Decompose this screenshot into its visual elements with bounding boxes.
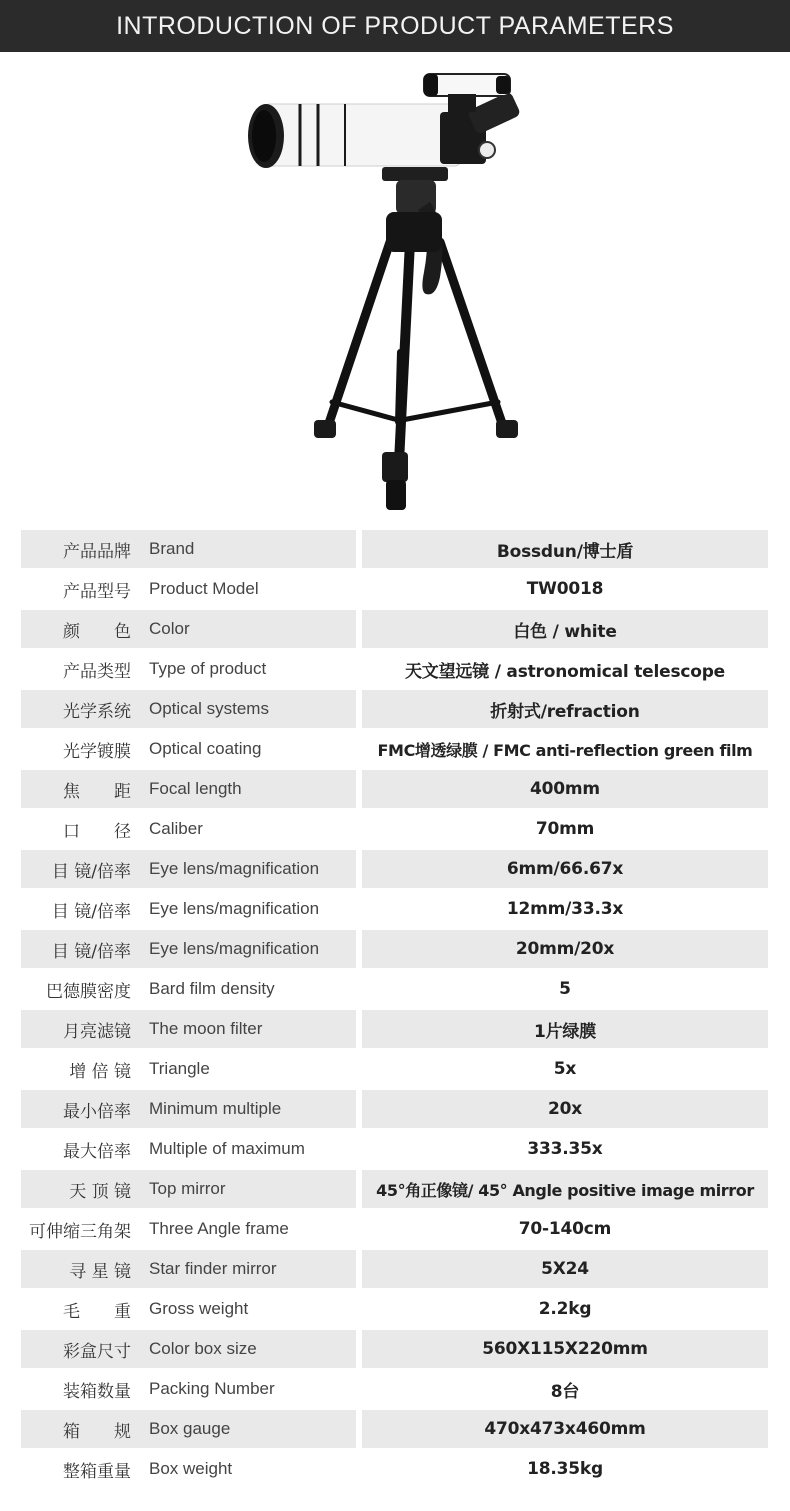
spec-label-en: Type of product <box>149 659 267 678</box>
spec-value: 5 <box>559 979 571 999</box>
telescope-image <box>0 52 790 530</box>
spec-value: 折射式/refraction <box>490 701 640 722</box>
spec-label-cn: 产品型号 <box>63 581 131 602</box>
spec-label-cn: 月亮滤镜 <box>63 1021 131 1042</box>
spec-label-cn: 巴德膜密度 <box>46 981 131 1002</box>
spec-label-cell <box>21 1210 356 1248</box>
spec-value: 70-140cm <box>518 1219 612 1239</box>
spec-value: 1片绿膜 <box>533 1021 597 1042</box>
spec-row <box>0 690 790 728</box>
spec-label-cn: 光学镀膜 <box>63 741 131 762</box>
spec-row <box>0 1330 790 1368</box>
spec-value: 18.35kg <box>527 1459 603 1479</box>
spec-value: Bossdun/博士盾 <box>496 541 634 562</box>
spec-value-cell <box>362 530 768 568</box>
spec-label-cn: 目 镜/倍率 <box>51 941 131 962</box>
spec-value: 470x473x460mm <box>484 1419 646 1439</box>
spec-row <box>0 610 790 648</box>
page-title: INTRODUCTION OF PRODUCT PARAMETERS <box>116 11 674 40</box>
spec-label-en: Color box size <box>149 1339 257 1358</box>
spec-label-en: Optical coating <box>149 739 262 758</box>
spec-label-cn: 口 径 <box>63 821 131 842</box>
spec-label-cn: 产品品牌 <box>63 541 131 562</box>
spec-value: 6mm/66.67x <box>506 859 624 879</box>
spec-label-cell <box>21 1130 356 1168</box>
spec-value-cell <box>362 610 768 648</box>
spec-value: TW0018 <box>526 579 604 599</box>
spec-label-en: Color <box>149 619 190 638</box>
spec-label-cell <box>21 530 356 568</box>
spec-value-cell <box>362 1250 768 1288</box>
spec-value-cell <box>362 1450 768 1488</box>
spec-label-cell <box>21 810 356 848</box>
spec-label-en: Eye lens/magnification <box>149 899 320 918</box>
spec-label-cn: 寻 星 镜 <box>69 1261 131 1282</box>
spec-row <box>0 650 790 688</box>
spec-value-cell <box>362 1330 768 1368</box>
spec-label-en: Gross weight <box>149 1299 249 1318</box>
spec-value: 8台 <box>550 1381 580 1402</box>
spec-value-cell <box>362 570 768 608</box>
spec-value-cell <box>362 730 768 768</box>
spec-row <box>0 810 790 848</box>
spec-row <box>0 1290 790 1328</box>
spec-label-cell <box>21 1170 356 1208</box>
spec-label-cell <box>21 1010 356 1048</box>
spec-value-cell <box>362 1170 768 1208</box>
spec-label-cn: 目 镜/倍率 <box>51 861 131 882</box>
spec-label-cn: 装箱数量 <box>63 1381 131 1402</box>
spec-label-en: Triangle <box>149 1059 210 1078</box>
spec-label-cell <box>21 850 356 888</box>
spec-label-cn: 光学系统 <box>63 701 131 722</box>
spec-value: 12mm/33.3x <box>506 899 624 919</box>
spec-row <box>0 1090 790 1128</box>
spec-label-en: Star finder mirror <box>149 1259 277 1278</box>
spec-label-en: Optical systems <box>149 699 269 718</box>
spec-label-en: The moon filter <box>149 1019 263 1038</box>
spec-label-cell <box>21 1290 356 1328</box>
spec-row <box>0 1450 790 1488</box>
spec-label-cell <box>21 890 356 928</box>
spec-value: 5X24 <box>541 1259 589 1279</box>
tripod <box>326 242 505 482</box>
spec-row <box>0 770 790 808</box>
spec-row <box>0 1250 790 1288</box>
spec-label-cell <box>21 1330 356 1368</box>
telescope-illustration <box>0 52 790 530</box>
spec-value: 45°角正像镜/ 45° Angle positive image mirror <box>376 1180 754 1200</box>
spec-label-en: Box gauge <box>149 1419 231 1438</box>
spec-value: 5x <box>553 1059 577 1079</box>
spec-label-en: Packing Number <box>149 1379 275 1398</box>
spec-value: 20x <box>547 1099 583 1119</box>
spec-label-cell <box>21 610 356 648</box>
spec-label-en: Brand <box>149 539 195 558</box>
header-banner <box>0 0 790 52</box>
spec-value-cell <box>362 1050 768 1088</box>
spec-label-en: Box weight <box>149 1459 233 1478</box>
spec-value-cell <box>362 690 768 728</box>
spec-value-cell <box>362 1370 768 1408</box>
spec-row <box>0 1370 790 1408</box>
spec-label-cn: 毛 重 <box>63 1301 131 1322</box>
spec-row <box>0 730 790 768</box>
spec-row <box>0 890 790 928</box>
spec-label-cn: 最大倍率 <box>63 1141 131 1162</box>
spec-label-cn: 彩盒尺寸 <box>63 1341 131 1362</box>
spec-value-cell <box>362 1090 768 1128</box>
spec-value-cell <box>362 810 768 848</box>
spec-label-cn: 可伸缩三角架 <box>29 1221 131 1242</box>
spec-label-cn: 产品类型 <box>63 661 131 682</box>
spec-row <box>0 1210 790 1248</box>
spec-row <box>0 930 790 968</box>
spec-label-cell <box>21 1410 356 1448</box>
spec-label-en: Eye lens/magnification <box>149 859 320 878</box>
spec-label-en: Three Angle frame <box>149 1219 289 1238</box>
spec-value: 2.2kg <box>538 1299 592 1319</box>
spec-label-cn: 颜 色 <box>63 621 131 642</box>
spec-value-cell <box>362 1010 768 1048</box>
spec-label-cell <box>21 1370 356 1408</box>
spec-row <box>0 1410 790 1448</box>
spec-label-en: Bard film density <box>149 979 275 998</box>
spec-label-cn: 天 顶 镜 <box>69 1181 131 1202</box>
spec-label-en: Minimum multiple <box>149 1099 282 1118</box>
spec-value: 560X115X220mm <box>482 1339 648 1359</box>
spec-value: 20mm/20x <box>515 939 615 959</box>
spec-row <box>0 570 790 608</box>
spec-label-cell <box>21 650 356 688</box>
spec-value: 333.35x <box>527 1139 603 1159</box>
spec-label-en: Multiple of maximum <box>149 1139 305 1158</box>
spec-row <box>0 1050 790 1088</box>
spec-value-cell <box>362 850 768 888</box>
spec-label-en: Focal length <box>149 779 242 798</box>
spec-value-cell <box>362 1410 768 1448</box>
spec-value-cell <box>362 890 768 928</box>
spec-label-cn: 增 倍 镜 <box>69 1061 131 1082</box>
spec-row <box>0 970 790 1008</box>
spec-value-cell <box>362 1130 768 1168</box>
spec-value-cell <box>362 1210 768 1248</box>
spec-row <box>0 1170 790 1208</box>
spec-value: 70mm <box>535 819 595 839</box>
spec-value: 天文望远镜 / astronomical telescope <box>404 661 726 682</box>
spec-label-en: Product Model <box>149 579 259 598</box>
spec-label-cn: 目 镜/倍率 <box>51 901 131 922</box>
spec-value-cell <box>362 930 768 968</box>
spec-value-cell <box>362 650 768 688</box>
spec-label-cell <box>21 570 356 608</box>
spec-label-cell <box>21 970 356 1008</box>
spec-label-en: Top mirror <box>149 1179 226 1198</box>
spec-label-cn: 整箱重量 <box>63 1461 131 1482</box>
spec-label-cn: 最小倍率 <box>63 1101 131 1122</box>
spec-value-cell <box>362 970 768 1008</box>
spec-label-cell <box>21 730 356 768</box>
spec-label-cell <box>21 690 356 728</box>
spec-value-cell <box>362 1290 768 1328</box>
spec-row <box>0 530 790 568</box>
spec-label-cell <box>21 1090 356 1128</box>
spec-value: 400mm <box>530 779 600 799</box>
spec-label-cell <box>21 930 356 968</box>
spec-label-cn: 箱 规 <box>63 1421 131 1442</box>
spec-value-cell <box>362 770 768 808</box>
spec-label-cell <box>21 1250 356 1288</box>
spec-label-cn: 焦 距 <box>63 781 131 802</box>
spec-row <box>0 1010 790 1048</box>
spec-label-en: Caliber <box>149 819 203 838</box>
spec-row <box>0 850 790 888</box>
spec-label-en: Eye lens/magnification <box>149 939 320 958</box>
spec-value: 白色 / white <box>513 621 617 642</box>
spec-row <box>0 1130 790 1168</box>
spec-label-cell <box>21 1450 356 1488</box>
spec-label-cell <box>21 1050 356 1088</box>
spec-label-cell <box>21 770 356 808</box>
spec-value: FMC增透绿膜 / FMC anti-reflection green film <box>377 740 753 760</box>
